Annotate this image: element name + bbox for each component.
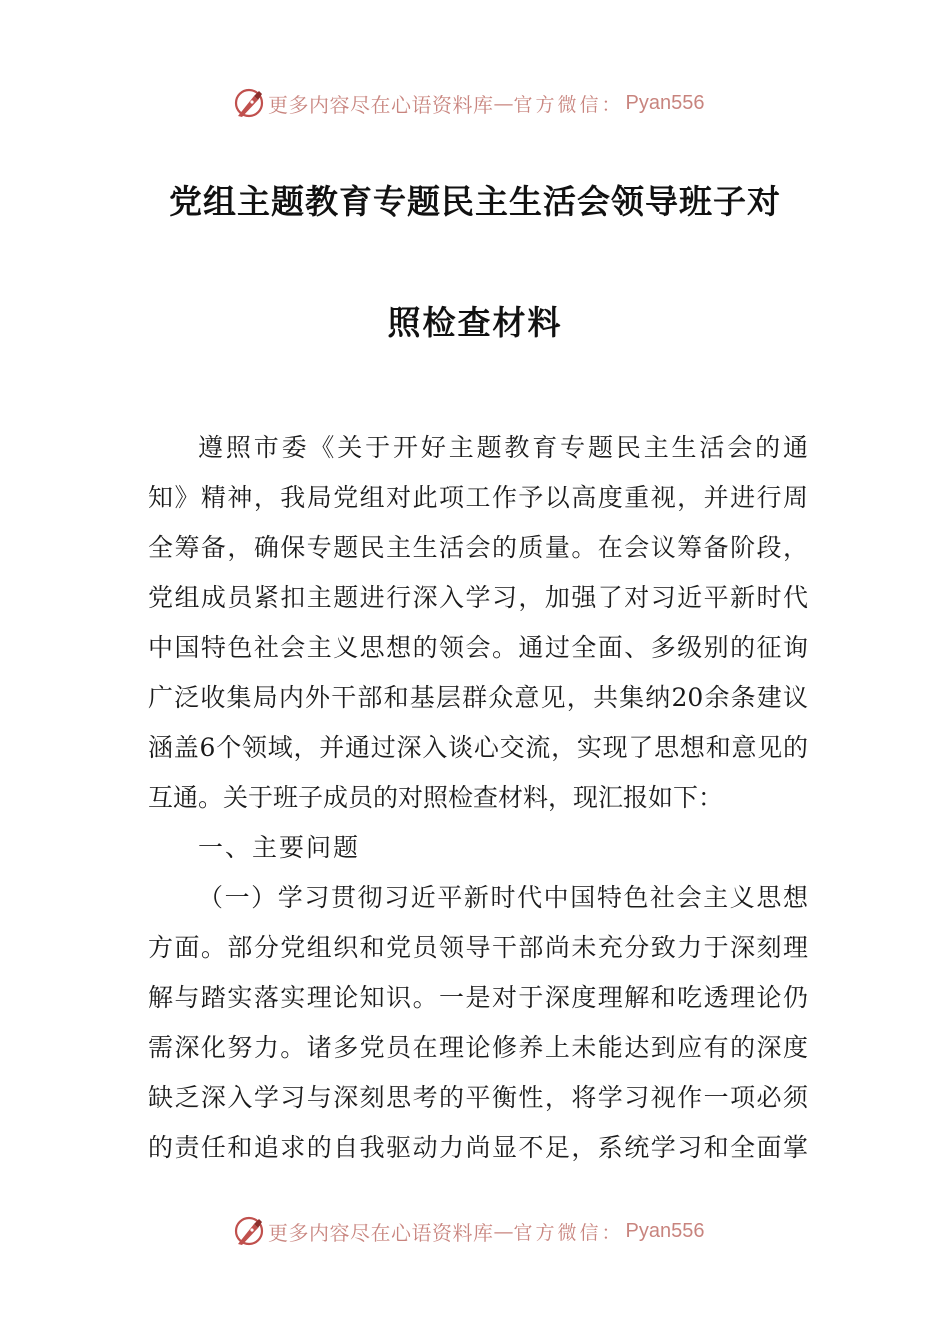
paragraph-1-line: 党组成员紧扣主题进行深入学习，加强了对习近平新时代 (148, 583, 808, 612)
banner-wechat-id: Pyan556 (625, 91, 705, 114)
paragraph-1-line: 全筹备，确保专题民主生活会的质量。在会议筹备阶段， (148, 533, 808, 562)
pen-nib-logo-icon (232, 1214, 266, 1248)
document-title-line-2: 照检查材料 (387, 303, 563, 342)
banner-separator: — (493, 1219, 514, 1243)
paragraph-1-line: 互通。关于班子成员的对照检查材料，现汇报如下： (148, 783, 724, 812)
paragraph-2-line: 的责任和追求的自我驱动力尚显不足，系统学习和全面掌 (148, 1133, 808, 1162)
paragraph-2-line: 缺乏深入学习与深刻思考的平衡性，将学习视作一项必须 (148, 1083, 808, 1112)
document-title-line-1: 党组主题教育专题民主生活会领导班子对 (169, 182, 781, 221)
banner-wechat-label: 官方微信： (513, 1221, 624, 1244)
paragraph-2-line: 方面。部分党组织和党员领导干部尚未充分致力于深刻理 (148, 933, 808, 962)
header-watermark-banner (232, 83, 704, 123)
paragraph-1-line: 遵照市委《关于开好主题教育专题民主生活会的通 (198, 433, 808, 462)
paragraph-2-line: （一）学习贯彻习近平新时代中国特色社会主义思想 (198, 883, 808, 912)
banner-main-text: 更多内容尽在心语资料库 (268, 92, 494, 117)
banner-main-text: 更多内容尽在心语资料库 (268, 1220, 494, 1245)
paragraph-1-line: 知》精神，我局党组对此项工作予以高度重视，并进行周 (148, 483, 808, 512)
banner-wechat-id: Pyan556 (625, 1219, 705, 1242)
banner-wechat-label: 官方微信： (513, 93, 624, 116)
paragraph-1-line: 涵盖6个领域，并通过深入谈心交流，实现了思想和意见的 (148, 733, 808, 762)
banner-separator: — (493, 91, 514, 115)
paragraph-1-line: 中国特色社会主义思想的领会。通过全面、多级别的征询 (148, 633, 808, 662)
paragraph-1-line: 广泛收集局内外干部和基层群众意见，共集纳20余条建议 (148, 683, 808, 712)
pen-nib-logo-icon (232, 86, 266, 120)
paragraph-2-line: 需深化努力。诸多党员在理论修养上未能达到应有的深度 (148, 1033, 808, 1062)
paragraph-2-line: 解与踏实落实理论知识。一是对于深度理解和吃透理论仍 (148, 983, 808, 1012)
footer-watermark-banner (232, 1211, 704, 1251)
section-1-heading: 一、主要问题 (198, 833, 361, 862)
